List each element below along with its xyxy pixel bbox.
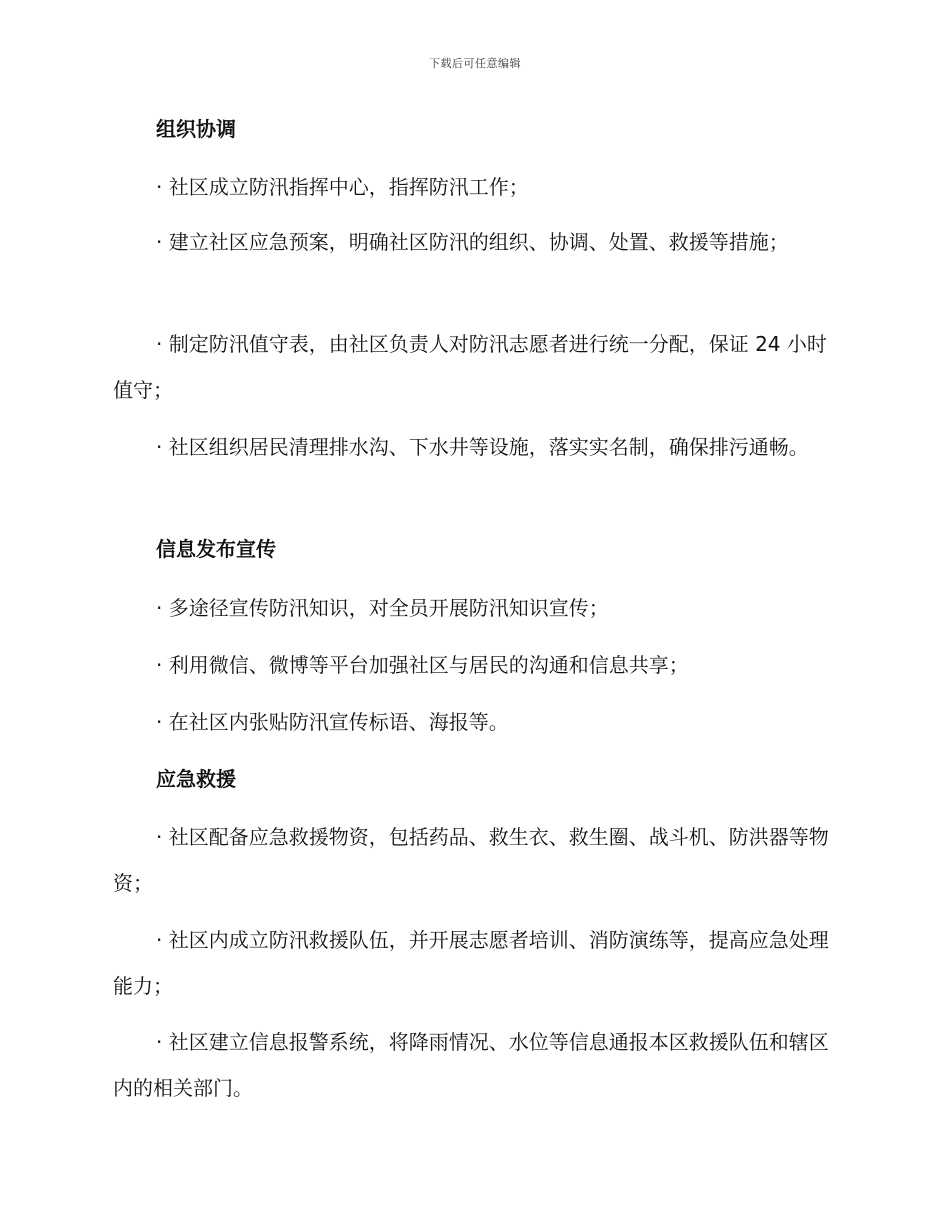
paragraph: · 制定防汛值守表，由社区负责人对防汛志愿者进行统一分配，保证 24 小时值守； [113,332,827,402]
paragraph: · 利用微信、微博等平台加强社区与居民的沟通和信息共享； [156,653,689,677]
paragraph: · 建立社区应急预案，明确社区防汛的组织、协调、处置、救援等措施； [156,230,789,254]
paragraph: · 在社区内张贴防汛宣传标语、海报等。 [156,710,509,734]
section-heading-publicity: 信息发布宣传 [156,537,276,561]
section-heading-rescue: 应急救援 [156,767,236,791]
section-heading-organization: 组织协调 [156,117,236,141]
paragraph: · 多途径宣传防汛知识，对全员开展防汛知识宣传； [156,596,609,620]
paragraph: · 社区配备应急救援物资，包括药品、救生衣、救生圈、战斗机、防洪器等物资； [113,825,829,895]
paragraph: · 社区建立信息报警系统，将降雨情况、水位等信息通报本区救援队伍和辖区内的相关部门。 [113,1030,829,1100]
paragraph: · 社区组织居民清理排水沟、下水井等设施，落实实名制，确保排污通畅。 [156,435,809,459]
page-header: 下载后可任意编辑 [429,57,521,70]
paragraph: · 社区成立防汛指挥中心，指挥防汛工作； [156,175,529,199]
paragraph: · 社区内成立防汛救援队伍，并开展志愿者培训、消防演练等，提高应急处理能力； [113,928,829,998]
